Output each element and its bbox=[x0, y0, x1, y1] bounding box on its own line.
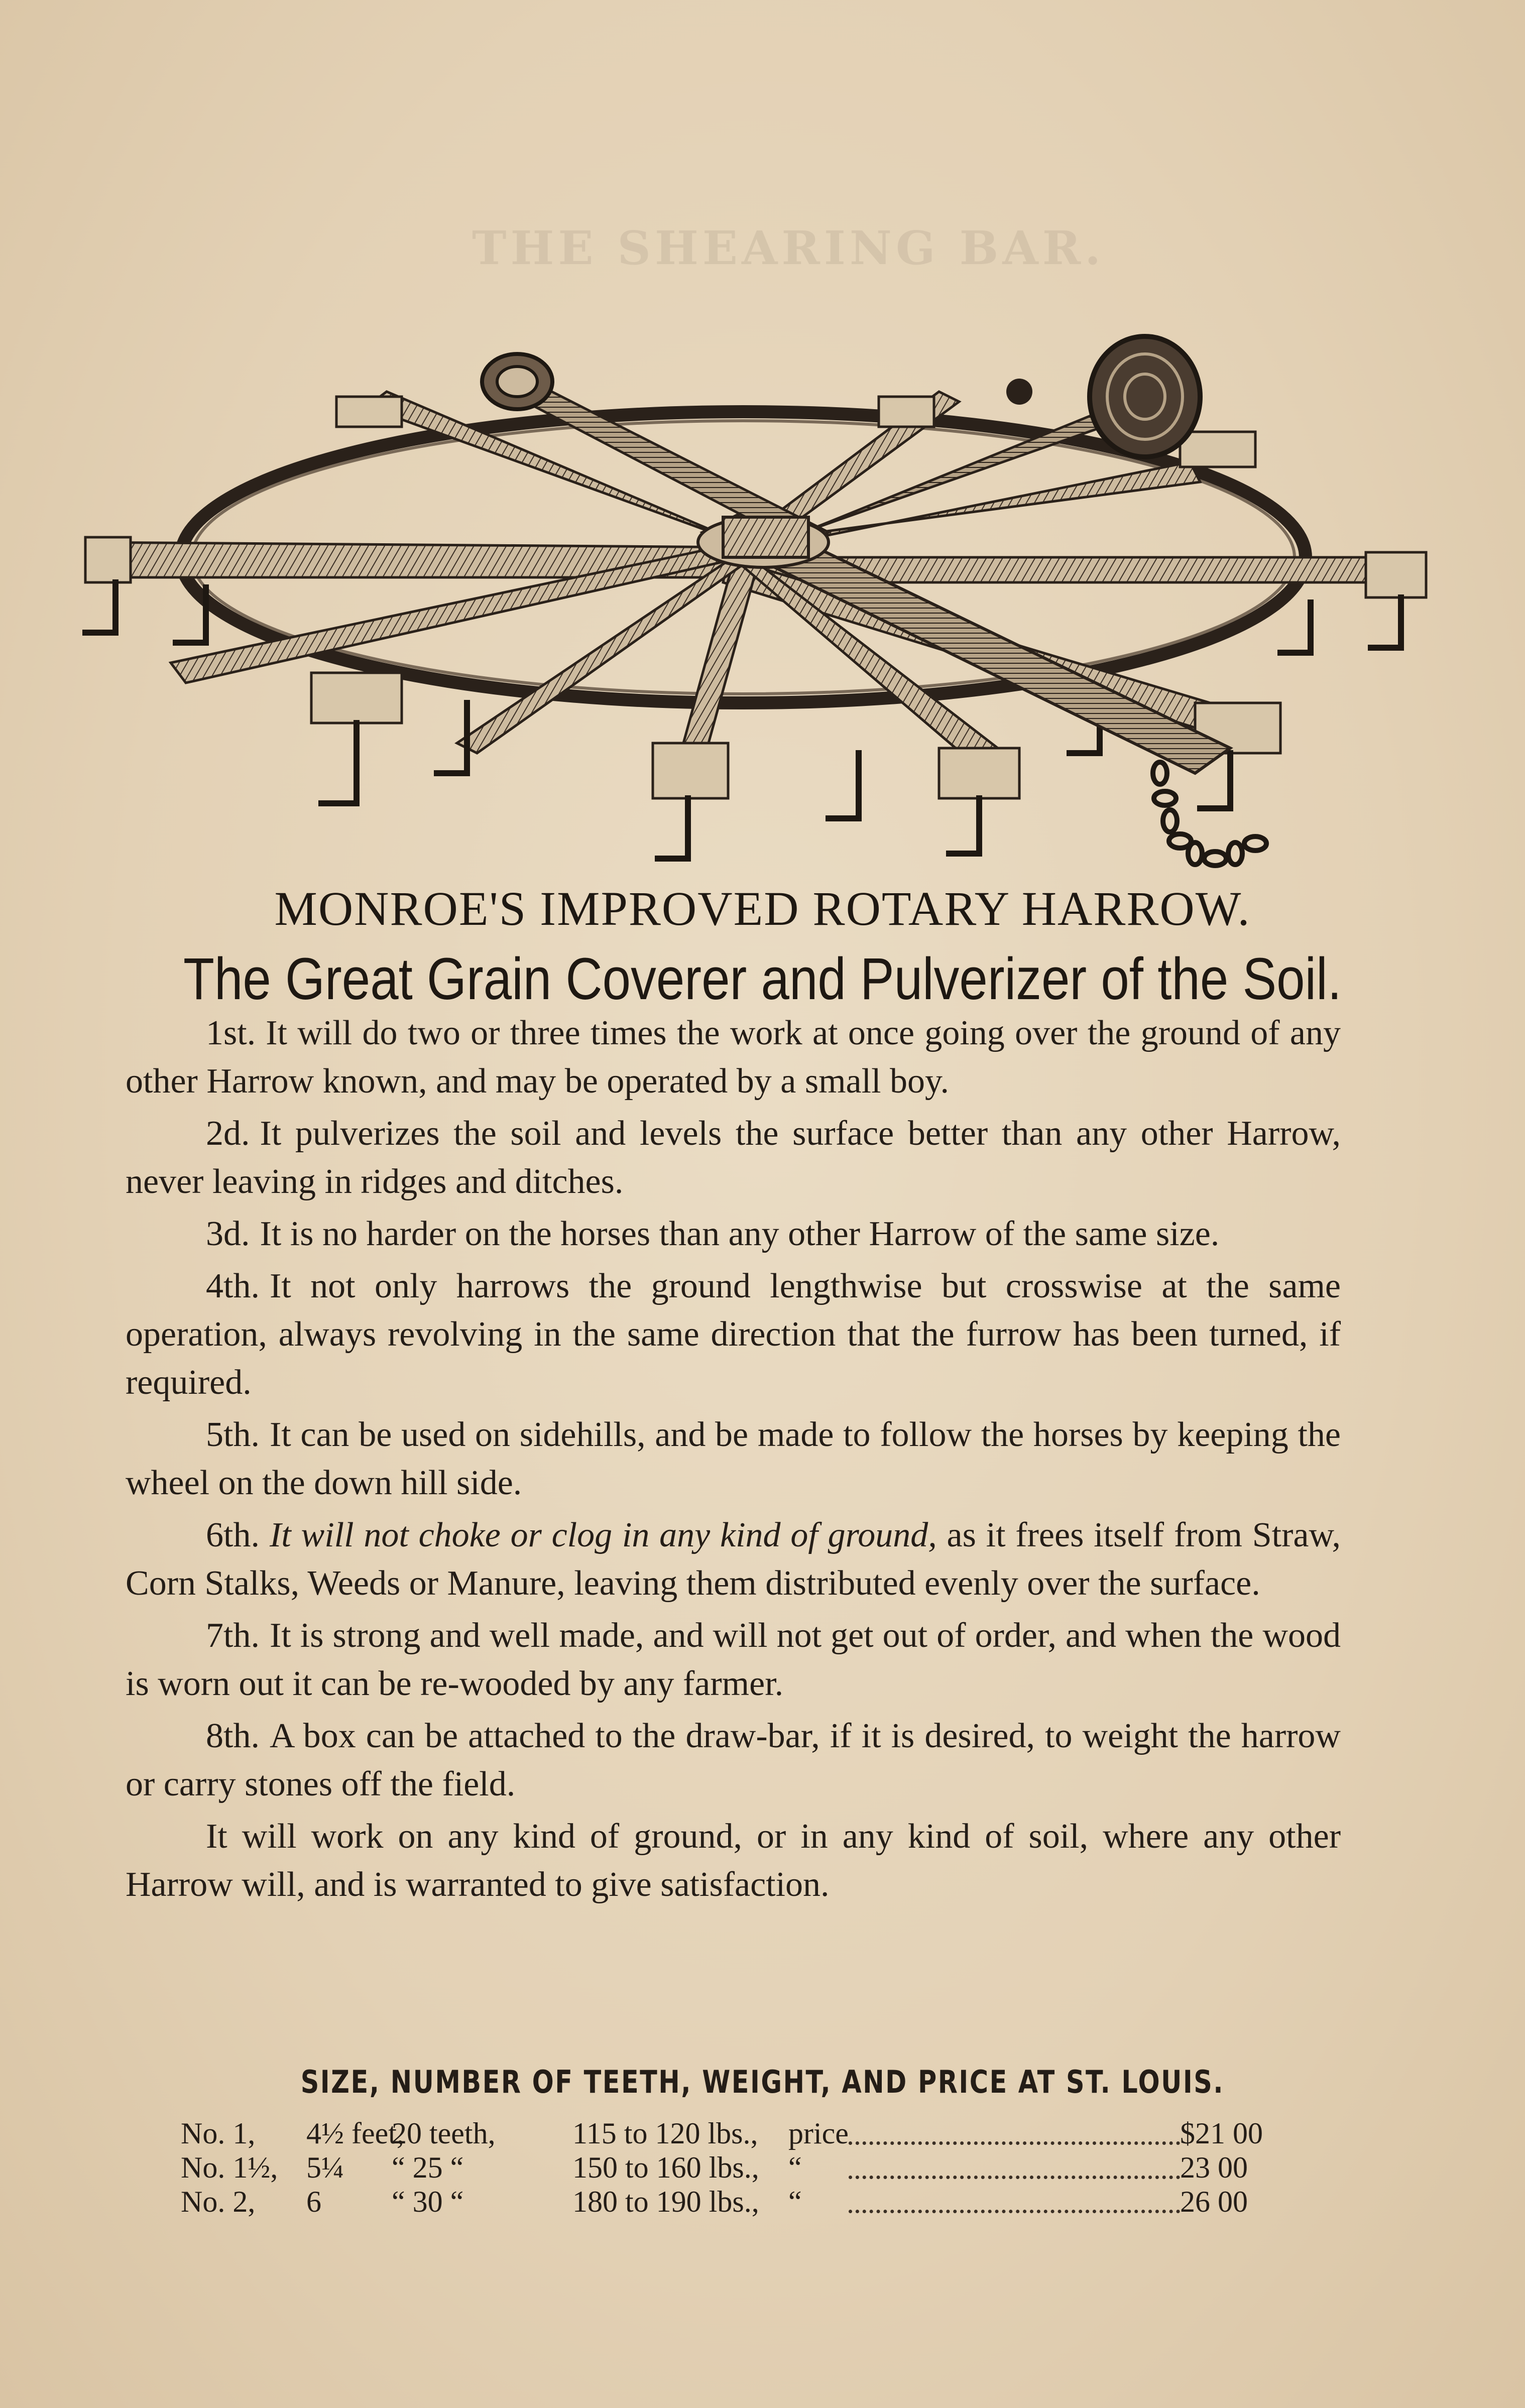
row-amount: $21 00 bbox=[1180, 2117, 1263, 2150]
row-price-label: “ bbox=[788, 2185, 802, 2218]
closing-paragraph: It will work on any kind of ground, or in any kind of soil, where any other Harrow will, and is warranted to give satisfaction. bbox=[126, 1817, 1341, 1904]
feature-paragraph-3: 3d. It is no harder on the horses than any other Harrow of the same size. bbox=[206, 1215, 1220, 1253]
price-table-title: SIZE, NUMBER OF TEETH, WEIGHT, AND PRICE AT ST. LOUIS. bbox=[300, 2064, 1225, 2100]
row-teeth: “ 25 “ bbox=[392, 2151, 464, 2184]
row-teeth: 20 teeth, bbox=[392, 2117, 496, 2150]
page-subtitle: The Great Grain Coverer and Pulverizer of the Soil. bbox=[183, 946, 1342, 1012]
feature-paragraph-2: 2d. It pulverizes the soil and levels the surface better than any other Harrow, never leaving in ridges and ditches. bbox=[126, 1114, 1341, 1201]
feature-paragraph-7: 7th. It is strong and well made, and will not get out of order, and when the wood is worn out it can be re-wooded by any farmer. bbox=[126, 1616, 1341, 1703]
feature-paragraph-4: 4th. It not only harrows the ground lengthwise but crosswise at the same operation, always revolving in the same direction that the furrow has been turned, if required. bbox=[126, 1267, 1341, 1402]
row-price-label: price bbox=[788, 2117, 849, 2150]
page-title: MONROE'S IMPROVED ROTARY HARROW. bbox=[274, 882, 1251, 935]
row-weight: 150 to 160 lbs., bbox=[572, 2151, 759, 2184]
row-amount: 26 00 bbox=[1180, 2185, 1248, 2218]
row-weight: 180 to 190 lbs., bbox=[572, 2185, 759, 2218]
table-row bbox=[181, 2150, 1285, 2185]
feature-paragraph-6: 6th. It will not choke or clog in any kind of ground, as it frees itself from Straw, Corn Stalks, Weeds or Manure, leaving them distributed evenly over the surface. bbox=[126, 1516, 1341, 1603]
row-teeth: “ 30 “ bbox=[392, 2185, 464, 2218]
feature-list bbox=[126, 1009, 1341, 1913]
row-weight: 115 to 120 lbs., bbox=[572, 2117, 758, 2150]
rotary-harrow-illustration bbox=[75, 321, 1431, 884]
row-size: 4½ feet, bbox=[306, 2117, 404, 2150]
row-size: 5¼ bbox=[306, 2151, 344, 2184]
dot-leader bbox=[849, 2153, 1180, 2179]
row-number: No. 1, bbox=[181, 2117, 256, 2150]
price-table bbox=[181, 2116, 1285, 2219]
row-number: No. 1½, bbox=[181, 2151, 278, 2184]
table-row bbox=[181, 2116, 1285, 2150]
table-row bbox=[181, 2185, 1285, 2219]
row-number: No. 2, bbox=[181, 2185, 256, 2218]
feature-paragraph-8: 8th. A box can be attached to the draw-bar, if it is desired, to weight the harrow or carry stones off the field. bbox=[126, 1717, 1341, 1803]
dot-leader bbox=[849, 2188, 1180, 2213]
dot-leader bbox=[849, 2119, 1180, 2145]
row-price-label: “ bbox=[788, 2151, 802, 2184]
row-amount: 23 00 bbox=[1180, 2151, 1248, 2184]
bleed-through-title: THE SHEARING BAR. bbox=[472, 221, 1105, 275]
row-size: 6 bbox=[306, 2185, 321, 2218]
feature-paragraph-5: 5th. It can be used on sidehills, and be made to follow the horses by keeping the wheel on the down hill side. bbox=[126, 1415, 1341, 1502]
feature-paragraph-1: 1st. It will do two or three times the work at once going over the ground of any other Harrow known, and may be operated by a small boy. bbox=[126, 1014, 1341, 1101]
